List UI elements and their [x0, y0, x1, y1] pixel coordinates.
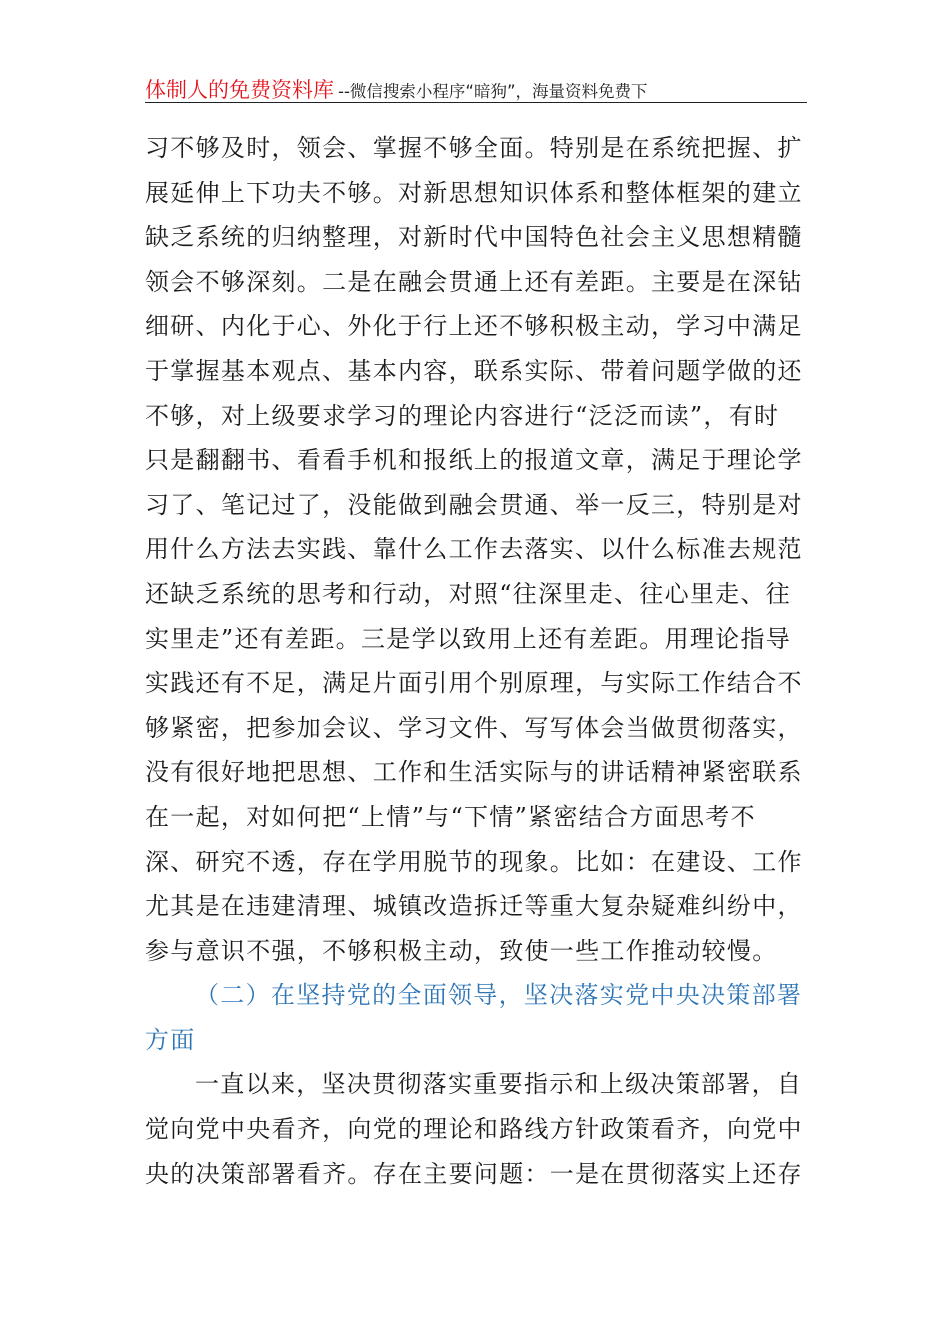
paragraph-line: 觉向党中央看齐，向党的理论和路线方针政策看齐，向党中: [145, 1115, 803, 1144]
text-line: 领会不够深刻。二是在融会贯通上还有差距。主要是在深钻: [145, 267, 803, 296]
text-line: 细研、内化于心、外化于行上还不够积极主动，学习中满足: [145, 312, 803, 341]
section-heading-continued: 方面: [145, 1025, 196, 1054]
paragraph-line: 央的决策部署看齐。存在主要问题：一是在贯彻落实上还存: [145, 1159, 803, 1188]
text-line: 实里走”还有差距。三是学以致用上还有差距。用理论指导: [145, 624, 792, 653]
text-line: 不够，对上级要求学习的理论内容进行“泛泛而读”，有时: [145, 401, 780, 430]
text-line: 在一起，对如何把“上情”与“下情”紧密结合方面思考不: [145, 802, 756, 831]
text-line: 习不够及时，领会、掌握不够全面。特别是在系统把握、扩: [145, 134, 803, 162]
text-line: 用什么方法去实践、靠什么工作去落实、以什么标准去规范: [145, 535, 803, 564]
section-heading: （二）在坚持党的全面领导，坚决落实党中央决策部署: [195, 981, 803, 1010]
header-tagline: --微信搜索小程序“暗狗”，海量资料免费下: [338, 82, 648, 101]
header-brand: 体制人的免费资料库: [145, 78, 334, 102]
text-line: 够紧密，把参加会议、学习文件、写写体会当做贯彻落实，: [145, 713, 803, 742]
text-line: 缺乏系统的归纳整理，对新时代中国特色社会主义思想精髓: [145, 223, 803, 252]
text-line: 还缺乏系统的思考和行动，对照“往深里走、往心里走、往: [145, 579, 792, 608]
document-body: [145, 126, 807, 1196]
text-line: 展延伸上下功夫不够。对新思想知识体系和整体框架的建立: [145, 178, 803, 207]
text-line: 没有很好地把思想、工作和生活实际与的讲话精神紧密联系: [145, 758, 803, 787]
text-line: 习了、笔记过了，没能做到融会贯通、举一反三，特别是对: [145, 490, 803, 519]
paragraph-line: 一直以来，坚决贯彻落实重要指示和上级决策部署，自: [195, 1070, 803, 1099]
text-line: 深、研究不透，存在学用脱节的现象。比如：在建设、工作: [145, 847, 803, 876]
text-line: 参与意识不强，不够积极主动，致使一些工作推动较慢。: [145, 936, 778, 965]
page-header: [145, 74, 807, 103]
text-line: 于掌握基本观点、基本内容，联系实际、带着问题学做的还: [145, 356, 803, 385]
text-line: 尤其是在违建清理、城镇改造拆迁等重大复杂疑难纠纷中，: [145, 892, 803, 921]
text-line: 实践还有不足，满足片面引用个别原理，与实际工作结合不: [145, 669, 803, 698]
text-line: 只是翻翻书、看看手机和报纸上的报道文章，满足于理论学: [145, 446, 803, 475]
